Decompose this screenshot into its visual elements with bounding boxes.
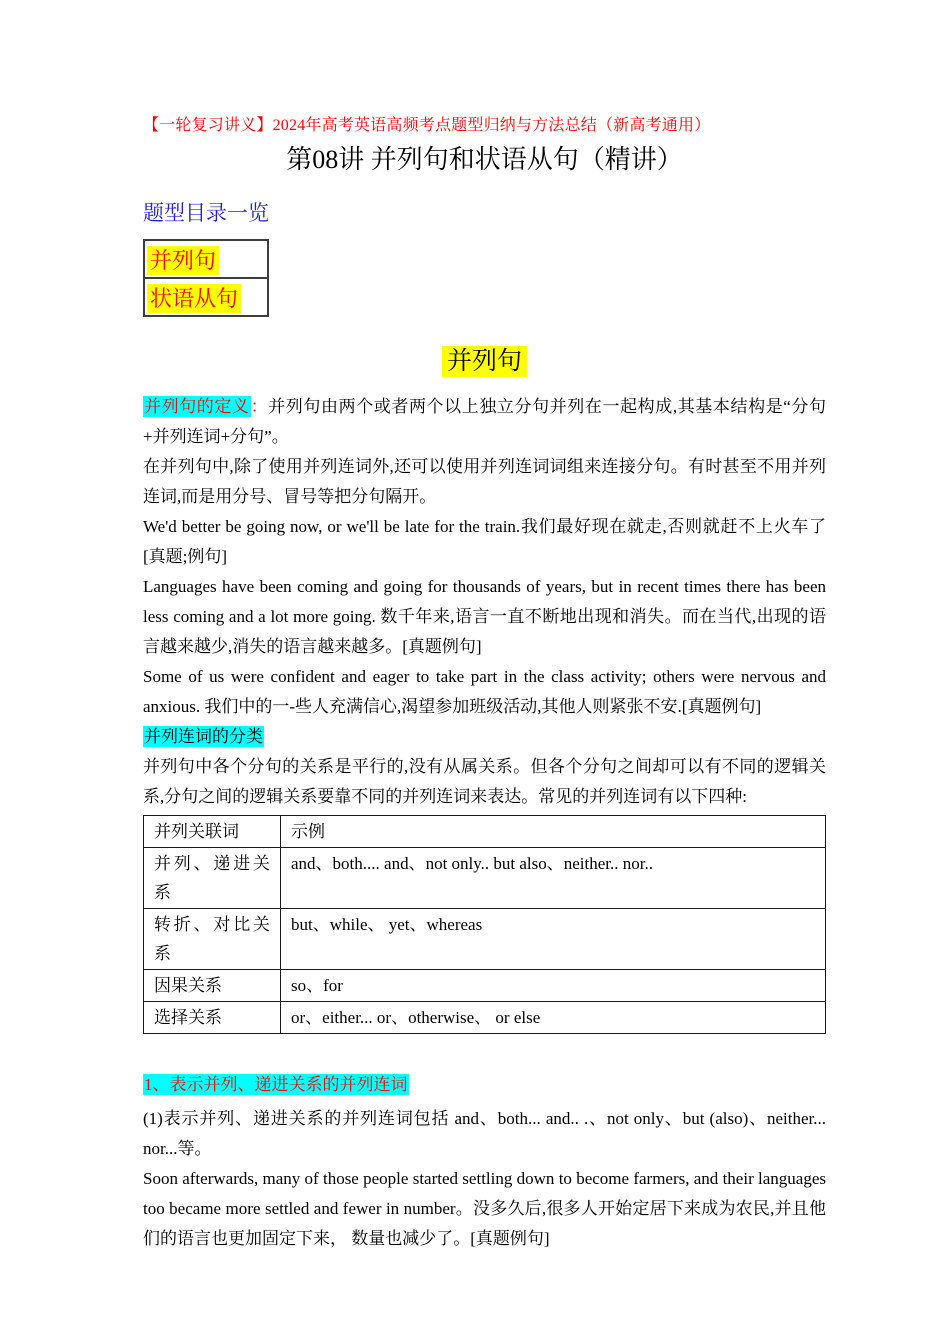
table-cell-relation: 转折、对比关系 [144,909,281,970]
section1-heading-label: 1、表示并列、递进关系的并列连词 [144,1075,408,1094]
doc-title: 第08讲 并列句和状语从句（精讲） [286,145,683,174]
paragraph-example-3: Some of us were confident and eager to take part in the class activity; others were nervous and anxious. 我们中的一-些人充满信心,渴望参加班级活动,其他人则紧张不安.[真题例句] [143,667,826,716]
definition-colon: ： [250,397,269,416]
table-row [144,240,268,278]
section1-heading [143,1070,826,1100]
table-cell-relation: 选择关系 [144,1002,281,1034]
classification-intro: 并列句中各个分句的关系是平行的,没有从属关系。但各个分句之间却可以有不同的逻辑关系,分句之间的逻辑关系要靠不同的并列连词来表达。常见的并列连词有以下四种: [143,757,826,806]
table-row [144,278,268,316]
table-header-row [144,816,826,848]
toc-item-label: 并列句 [147,246,219,275]
table-row [144,848,826,909]
section-banner [143,345,826,382]
definition-paragraph [143,392,826,452]
paragraph-example-1: We'd better be going now, or we'll be late for the train.我们最好现在就走,否则就赶不上火车了[真题;例句] [143,517,826,566]
table-cell-relation: 因果关系 [144,970,281,1002]
table-cell-relation: 并列、递进关系 [144,848,281,909]
paragraph-example-2: Languages have been coming and going for thousands of years, but in recent times there has been less coming and a lot more going. 数千年来,语言一直不断地出现和消失。而在当代,出现的语言越来越少,消失的语言越来越多。[真题例句] [143,577,826,656]
table-cell-examples: and、both.... and、not only.. but also、neither.. nor.. [281,848,826,909]
paragraph-connectors: 在并列句中,除了使用并列连词外,还可以使用并列连词词组来连接分句。有时甚至不用并列连词,而是用分号、冒号等把分句隔开。 [143,457,826,506]
classification-heading-label: 并列连词的分类 [144,727,263,746]
table-row [144,970,826,1002]
toc-table [143,239,269,317]
toc-cell-compound-sentence [144,240,268,278]
table-header-conjunction-type: 并列关联词 [144,816,281,848]
classification-heading [143,722,826,752]
table-cell-examples: but、while、 yet、whereas [281,909,826,970]
table-cell-examples: or、either... or、otherwise、 or else [281,1002,826,1034]
toc-item-label: 状语从句 [147,284,241,313]
toc-cell-adverbial-clause [144,278,268,316]
section1-body [143,1104,826,1254]
table-row [144,1002,826,1034]
section-banner-label: 并列句 [442,346,527,377]
table-row [144,909,826,970]
conjunction-table [143,815,826,1034]
section1-paragraph-1: (1)表示并列、递进关系的并列连词包括 and、both... and.. .、not only、but (also)、neither... nor...等。 [143,1109,826,1158]
table-cell-examples: so、for [281,970,826,1002]
section1-paragraph-2: Soon afterwards, many of those people started settling down to become farmers, and their languages too became more settled and fewer in number。没多久后,很多人开始定居下来成为农民,并且他们的语言也更加固定下来， 数量也减少了。[真题例句] [143,1169,826,1248]
table-header-examples: 示例 [281,816,826,848]
definition-text: 并列句由两个或者两个以上独立分句并列在一起构成,其基本结构是“分句+并列连词+分句”。 [143,397,827,446]
toc-heading: 题型目录一览 [143,201,269,225]
body-text-block [143,392,826,812]
doc-series-header: 【一轮复习讲义】2024年高考英语高频考点题型归纳与方法总结（新高考通用） [143,117,711,134]
definition-label: 并列句的定义 [144,397,250,416]
